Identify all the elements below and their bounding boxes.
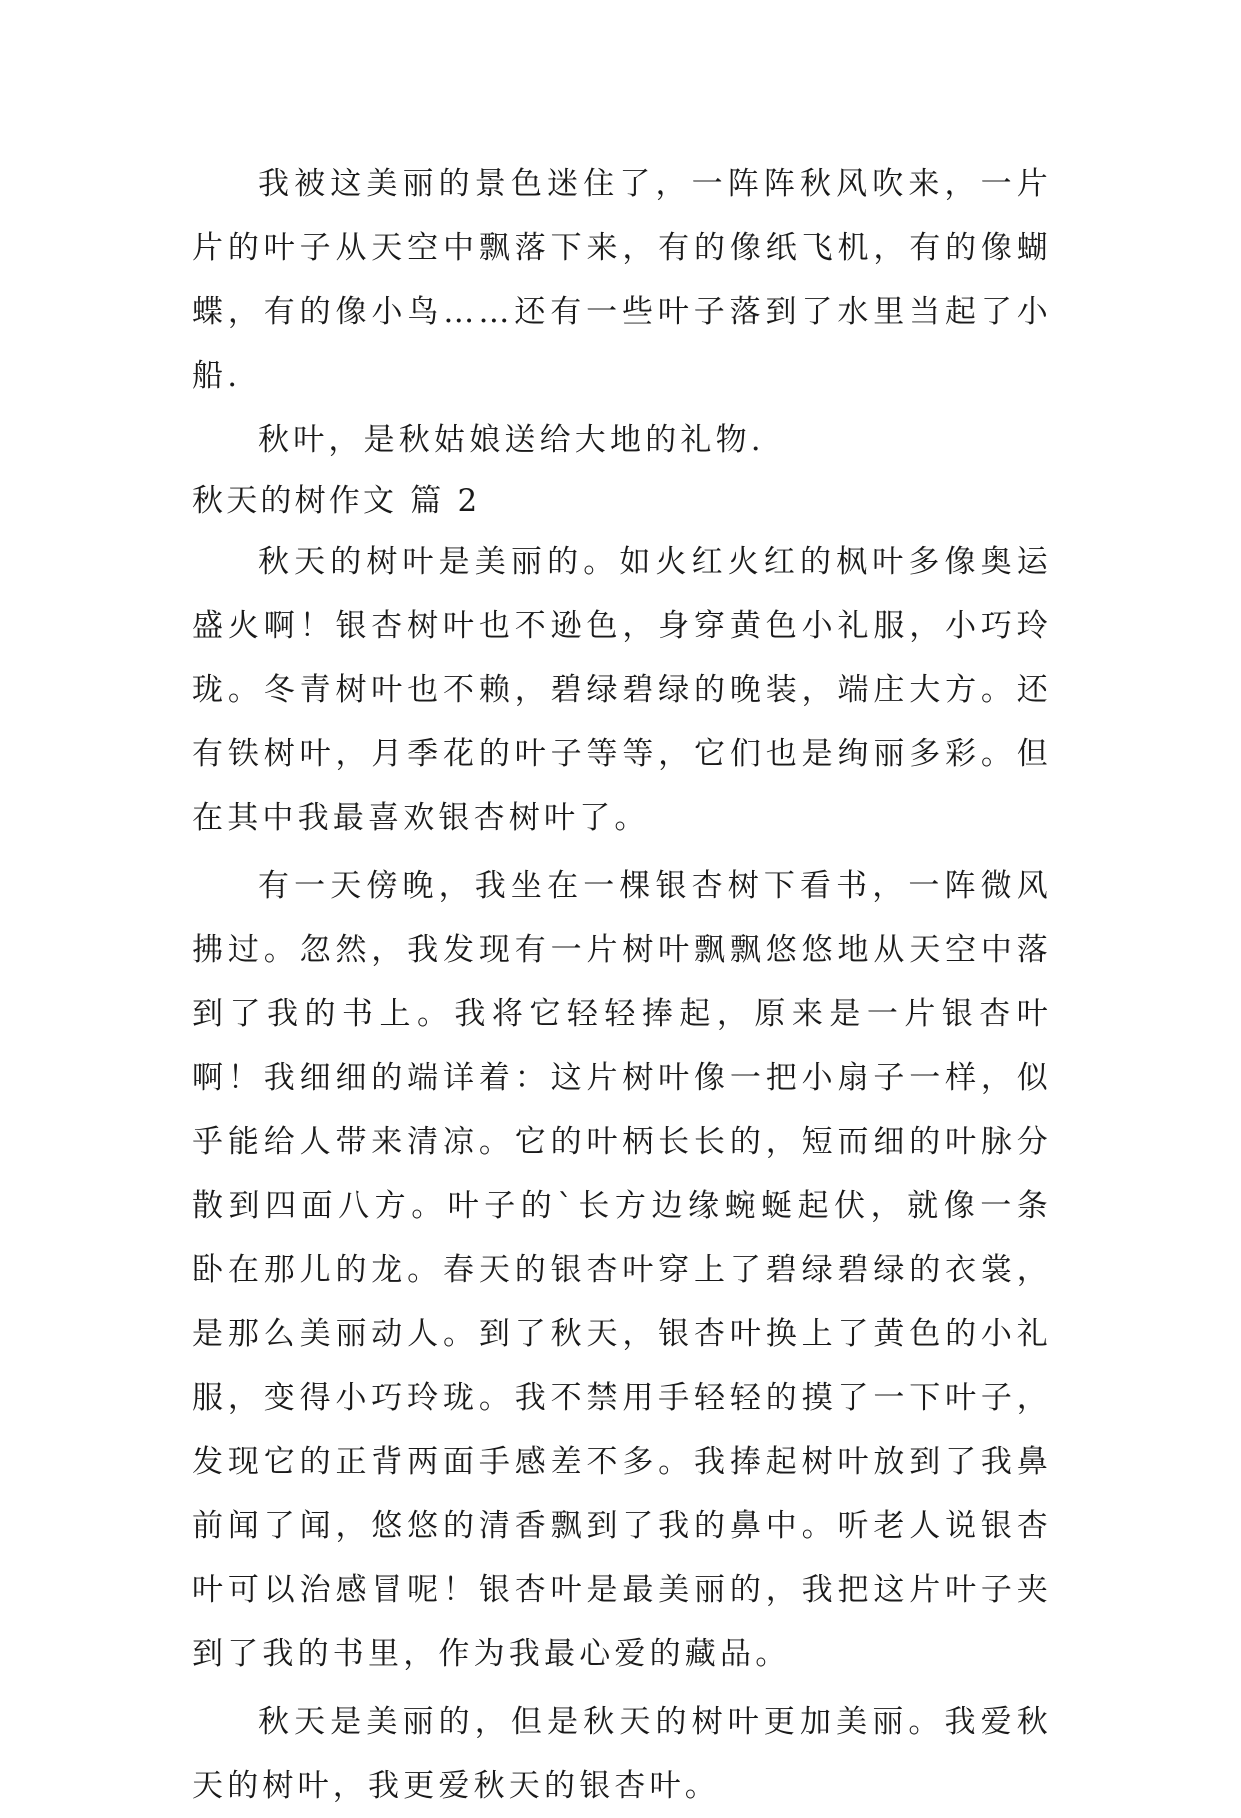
paragraph-conclusion: 秋天是美丽的，但是秋天的树叶更加美丽。我爱秋天的树叶，我更爱秋天的银杏叶。: [192, 1704, 1052, 1804]
paragraph-scenery: 我被这美丽的景色迷住了，一阵阵秋风吹来，一片片的叶子从天空中飘落下来，有的像纸飞机，有的像蝴蝶，有的像小鸟……还有一些叶子落到了水里当起了小船.: [192, 166, 1052, 394]
document-page: [192, 152, 1052, 1818]
paragraph-ginkgo-story: 有一天傍晚，我坐在一棵银杏树下看书，一阵微风拂过。忽然，我发现有一片树叶飘飘悠悠地从天空中落到了我的书上。我将它轻轻捧起，原来是一片银杏叶啊！我细细的端详着：这片树叶像一把小扇子一样，似乎能给人带来清凉。它的叶柄长长的，短而细的叶脉分散到四面八方。叶子的`长方边缘蜿蜒起伏，就像一条卧在那儿的龙。春天的银杏叶穿上了碧绿碧绿的衣裳，是那么美丽动人。到了秋天，银杏叶换上了黄色的小礼服，变得小巧玲珑。我不禁用手轻轻的摸了一下叶子，发现它的正背两面手感差不多。我捧起树叶放到了我鼻前闻了闻，悠悠的清香飘到了我的鼻中。听老人说银杏叶可以治感冒呢！银杏叶是最美丽的，我把这片叶子夹到了我的书里，作为我最心爱的藏品。: [192, 868, 1052, 1672]
paragraph-autumn-leaf-gift: 秋叶，是秋姑娘送给大地的礼物.: [258, 422, 765, 458]
section-title: 秋天的树作文 篇 2: [192, 483, 481, 519]
paragraph-beautiful-leaves: 秋天的树叶是美丽的。如火红火红的枫叶多像奥运盛火啊！银杏树叶也不逊色，身穿黄色小礼服，小巧玲珑。冬青树叶也不赖，碧绿碧绿的晚装，端庄大方。还有铁树叶，月季花的叶子等等，它们也是绚丽多彩。但在其中我最喜欢银杏树叶了。: [192, 544, 1052, 836]
